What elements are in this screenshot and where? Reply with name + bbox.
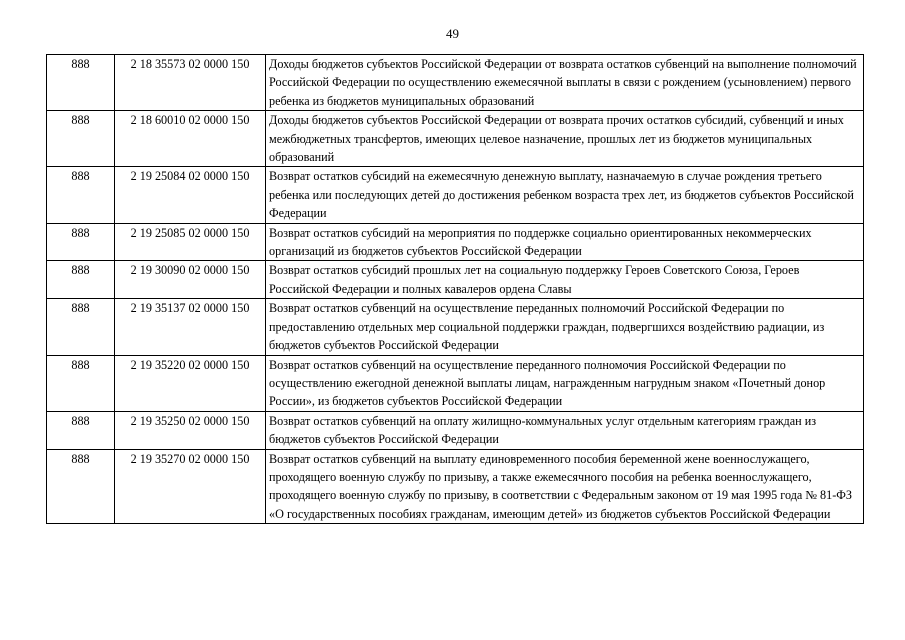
admin-code-cell: 888 xyxy=(47,55,115,111)
budget-code-cell: 2 19 35220 02 0000 150 xyxy=(115,355,266,411)
revenue-name-cell: Возврат остатков субвенций на оплату жилищно-коммунальных услуг отдельным категориям граждан из бюджетов субъектов Российской Федерации xyxy=(266,411,864,449)
table-row xyxy=(47,111,864,167)
table-row xyxy=(47,411,864,449)
admin-code-cell: 888 xyxy=(47,411,115,449)
table-row xyxy=(47,355,864,411)
budget-code-cell: 2 19 35270 02 0000 150 xyxy=(115,449,266,524)
admin-code-cell: 888 xyxy=(47,355,115,411)
budget-code-cell: 2 19 25085 02 0000 150 xyxy=(115,223,266,261)
admin-code-cell: 888 xyxy=(47,299,115,355)
budget-code-cell: 2 19 35250 02 0000 150 xyxy=(115,411,266,449)
admin-code-cell: 888 xyxy=(47,111,115,167)
revenue-name-cell: Возврат остатков субсидий прошлых лет на социальную поддержку Героев Советского Союза, Героев Российской Федерации и полных кавалеров ордена Славы xyxy=(266,261,864,299)
table-row xyxy=(47,167,864,223)
revenue-name-cell: Возврат остатков субсидий на ежемесячную денежную выплату, назначаемую в случае рождения третьего ребенка или последующих детей до достижения ребенком возраста трех лет, из бюджетов субъектов Российской Федерации xyxy=(266,167,864,223)
revenue-name-cell: Доходы бюджетов субъектов Российской Федерации от возврата прочих остатков субсидий, субвенций и иных межбюджетных трансфертов, имеющих целевое назначение, прошлых лет из бюджетов муниципальных образований xyxy=(266,111,864,167)
page-number: 49 xyxy=(446,26,459,41)
budget-code-cell: 2 19 30090 02 0000 150 xyxy=(115,261,266,299)
revenue-name-cell: Возврат остатков субвенций на выплату единовременного пособия беременной жене военнослужащего, проходящего военную службу по призыву, а также ежемесячного пособия на ребенка военнослужащего, проходящего военную службу по призыву, в соответствии с Федеральным законом от 19 мая 1995 года № 81-ФЗ «О государственных пособиях гражданам, имеющим детей» из бюджетов субъектов Российской Федерации xyxy=(266,449,864,524)
table-row xyxy=(47,55,864,111)
budget-code-cell: 2 18 35573 02 0000 150 xyxy=(115,55,266,111)
table-row xyxy=(47,449,864,524)
revenue-name-cell: Возврат остатков субсидий на мероприятия по поддержке социально ориентированных некоммерческих организаций из бюджетов субъектов Российской Федерации xyxy=(266,223,864,261)
admin-code-cell: 888 xyxy=(47,449,115,524)
table-row xyxy=(47,223,864,261)
revenue-name-cell: Возврат остатков субвенций на осуществление переданных полномочий Российской Федерации по предоставлению отдельных мер социальной поддержки граждан, подвергшихся воздействию радиации, из бюджетов субъектов Российской Федерации xyxy=(266,299,864,355)
budget-code-cell: 2 19 25084 02 0000 150 xyxy=(115,167,266,223)
revenue-name-cell: Возврат остатков субвенций на осуществление переданного полномочия Российской Федерации по осуществлению ежегодной денежной выплаты лицам, награжденным нагрудным знаком «Почетный донор России», из бюджетов субъектов Российской Федерации xyxy=(266,355,864,411)
admin-code-cell: 888 xyxy=(47,167,115,223)
budget-code-cell: 2 18 60010 02 0000 150 xyxy=(115,111,266,167)
table-row xyxy=(47,261,864,299)
admin-code-cell: 888 xyxy=(47,261,115,299)
table-row xyxy=(47,299,864,355)
budget-code-cell: 2 19 35137 02 0000 150 xyxy=(115,299,266,355)
budget-classification-table xyxy=(46,54,864,524)
admin-code-cell: 888 xyxy=(47,223,115,261)
revenue-name-cell: Доходы бюджетов субъектов Российской Федерации от возврата остатков субвенций на выполнение полномочий Российской Федерации по осуществлению ежемесячной выплаты в связи с рождением (усыновлением) первого ребенка из бюджетов муниципальных образований xyxy=(266,55,864,111)
